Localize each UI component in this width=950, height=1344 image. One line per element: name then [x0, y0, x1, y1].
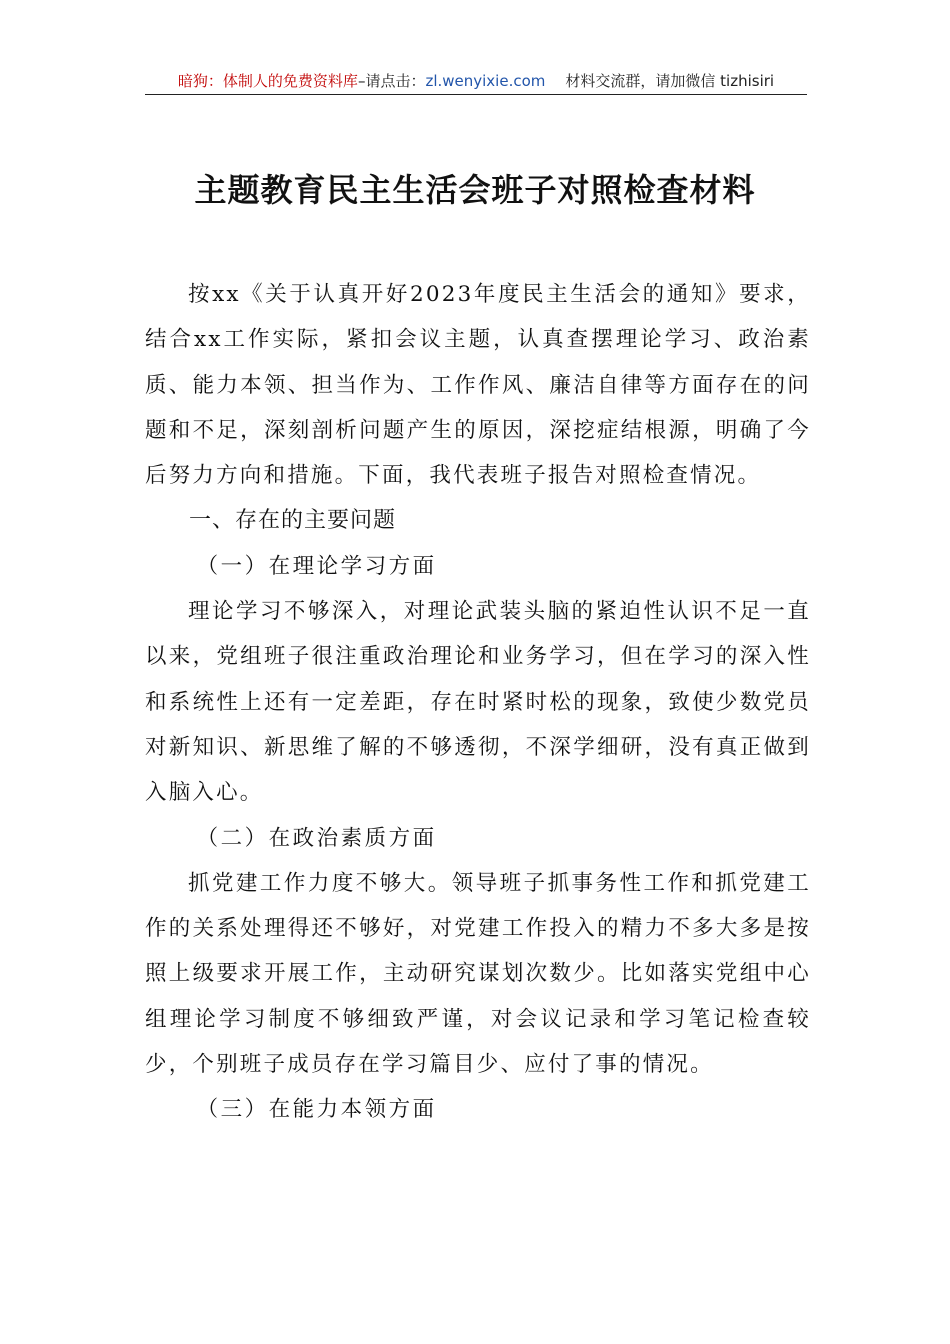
header-wechat-note: 材料交流群，请加微信 tizhisiri [565, 72, 775, 90]
header-click-prompt: –请点击： [357, 72, 426, 90]
section-heading-problems: 一、存在的主要问题 [189, 508, 397, 534]
document-body [145, 272, 811, 1133]
theory-paragraph: 理论学习不够深入，对理论武装头脑的紧迫性认识不足一直以来，党组班子很注重政治理论和业务学习，但在学习的深入性和系统性上还有一定差距，存在时紧时松的现象，致使少数党员对新知识、新思维了解的不够透彻，不深学细研，没有真正做到入脑入心。 [145, 599, 811, 806]
political-paragraph: 抓党建工作力度不够大。领导班子抓事务性工作和抓党建工作的关系处理得还不够好，对党建工作投入的精力不多大多是按照上级要求开展工作，主动研究谋划次数少。比如落实党组中心组理论学习制度不够细致严谨，对会议记录和学习笔记检查较少，个别班子成员存在学习篇目少、应付了事的情况。 [145, 870, 811, 1078]
subsection-heading-ability: （三）在能力本领方面 [196, 1097, 437, 1123]
page-header [145, 70, 807, 95]
intro-paragraph: 按xx《关于认真开好2023年度民主生活会的通知》要求，结合xx工作实际，紧扣会议主题，认真查摆理论学习、政治素质、能力本领、担当作为、工作作风、廉洁自律等方面存在的问题和不足，深刻剖析问题产生的原因，深挖症结根源，明确了今后努力方向和措施。下面，我代表班子报告对照检查情况。 [145, 282, 811, 489]
header-url-link[interactable]: zl.wenyixie.com [425, 72, 546, 90]
document-title: 主题教育民主生活会班子对照检查材料 [194, 171, 756, 209]
header-site-name: 暗狗：体制人的免费资料库 [177, 72, 358, 90]
subsection-heading-theory: （一）在理论学习方面 [196, 553, 437, 579]
subsection-heading-political: （二）在政治素质方面 [196, 825, 437, 851]
